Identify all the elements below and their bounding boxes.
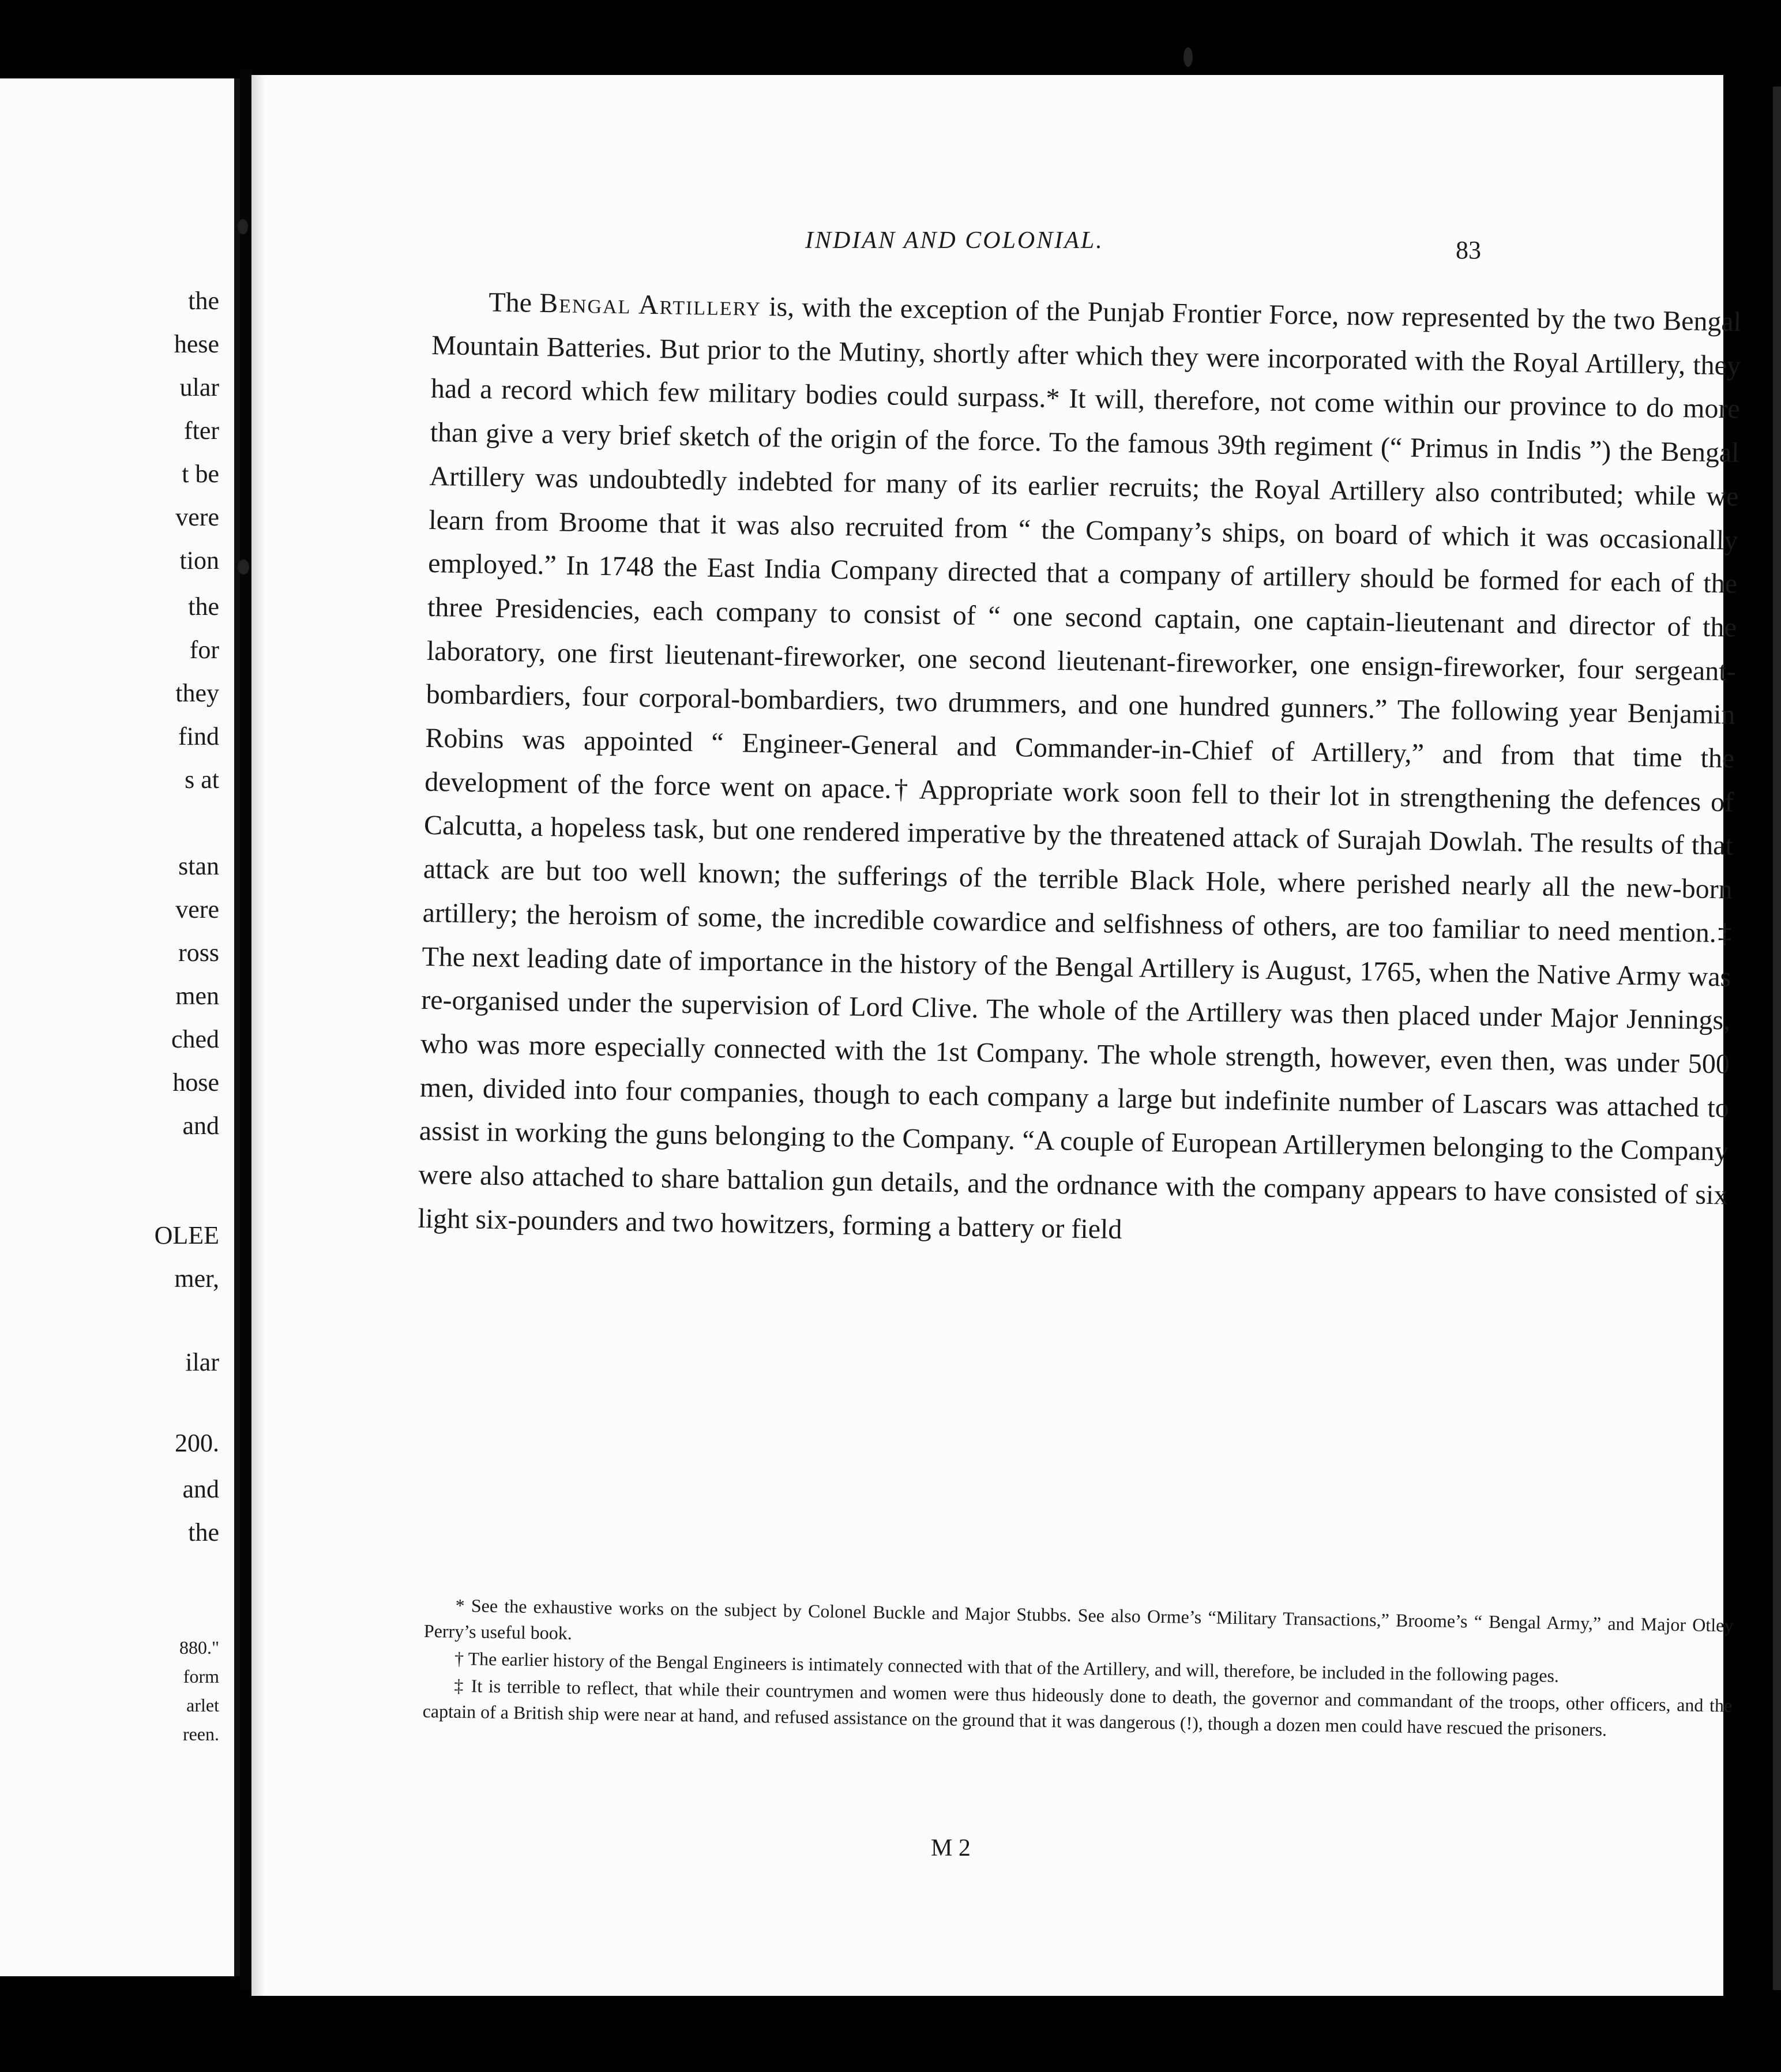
scan-speck xyxy=(238,560,249,575)
book-gutter xyxy=(240,69,253,1990)
bengal-artillery-term: Bengal Artillery xyxy=(539,287,762,322)
left-page-fragment: ched xyxy=(171,1025,219,1053)
left-page-edge xyxy=(234,78,240,1976)
left-page-fragment: ross xyxy=(178,939,219,967)
left-page-fragment: ular xyxy=(179,373,219,401)
left-page-fragment: hose xyxy=(172,1068,219,1097)
footnote-double-dagger: ‡ It is terrible to reflect, that while their countrymen and women were thus hideously done to death, the governor and commandant of the troops, other officers, and the captain of a British ship were near at hand, and refused assistance on the ground that it was dangerous (!), though a dozen men could have rescued the prisoners. xyxy=(422,1675,1733,1740)
left-page-fragment: find xyxy=(178,722,219,750)
left-page-fragment: and xyxy=(182,1475,219,1503)
left-page-fragment: the xyxy=(188,287,219,315)
scan-speck xyxy=(238,219,248,234)
body-opening: The xyxy=(488,287,540,318)
footnote-star: * See the exhaustive works on the subject by Colonel Buckle and Major Stubbs. See also Orme’s “Military Transactions,” Broome’s “ Bengal Army,” and Major Otley Perry’s useful book. xyxy=(423,1594,1734,1644)
scan-speck xyxy=(1183,47,1193,67)
left-page-fragment: 200. xyxy=(175,1429,219,1457)
footnotes xyxy=(422,1592,1733,1746)
left-page-fragment: 880." xyxy=(179,1637,219,1658)
running-head: INDIAN AND COLONIAL. xyxy=(805,227,1104,254)
footnote-dagger: † The earlier history of the Bengal Engineers is intimately connected with that of the Artillery, and will, therefore, be included in the following pages. xyxy=(454,1647,1560,1686)
left-page-fragment: tion xyxy=(179,546,219,575)
signature-mark: M 2 xyxy=(931,1835,971,1861)
left-page-fragment: for xyxy=(189,636,219,664)
left-page-fragment: men xyxy=(175,982,219,1010)
left-page-fragment: arlet xyxy=(186,1695,219,1716)
left-page-fragment: t be xyxy=(182,460,219,488)
left-page-fragment: they xyxy=(175,679,219,707)
left-page xyxy=(0,78,240,1976)
left-page-fragment: stan xyxy=(178,852,219,880)
left-page-fragment: the xyxy=(188,1518,219,1547)
body-text: is, with the exception of the Punjab Frontier Force, now represented by the two Bengal Mountain Batteries. But prior to the Mutiny, shortly after which they were incorporated with the Royal Artillery, they had a record which few military bodies could surpass.* It will, therefore, not come within our province to do more than give a very brief sketch of the origin of the force. To the famous 39th regiment (“ Primus in Indis ”) the Bengal Artillery was undoubtedly indebted for many of its earlier recruits; the Royal Artillery also contributed; while we learn from Broome that it was also recruited from “ the Company’s ships, on board of which it was occasionally employed.” In 1748 the East India Company directed that a company of artillery should be formed for each of the three Presidencies, each company to consist of “ one second captain, one captain-lieutenant and director of the laboratory, one first lieutenant-fireworker, one second lieutenant-fireworker, one ensign-fireworker, four sergeant-bombardiers, four corporal-bombardiers, two drummers, and one hundred gunners.” The following year Benjamin Robins was appointed “ Engineer-General and Commander-in-Chief of Artillery,” and from that time the development of the force went on apace.† Appropriate work soon fell to their lot in strengthening the defences of Calcutta, a hopeless task, but one rendered imperative by the threatened attack of Surajah Dowlah. The results of that attack are but too well known; the sufferings of the terrible Black Hole, where perished nearly all the new-born artillery; the heroism of some, the incredible cowardice and selfishness of others, are too familiar to need mention.‡ The next leading date of importance in the history of the Bengal Artillery is August, 1765, when the Native Army was re-organised under the supervision of Lord Clive. The whole of the Artillery was then placed under Major Jennings, who was more especially connected with the 1st Company. The whole strength, however, even then, was under 500 men, divided into four companies, though to each company a large but indefinite number of Lascars was attached to assist in working the guns belonging to the Company. “A couple of European Artillerymen belonging to the Company were also attached to share battalion gun details, and the ordnance with the company appears to have consisted of six light six-pounders and two howitzers, forming a battery or field xyxy=(418,291,1742,1245)
page-number: 83 xyxy=(1456,236,1481,264)
body-paragraph xyxy=(418,280,1742,1261)
left-page-fragment: vere xyxy=(175,503,219,531)
left-page-fragment: s at xyxy=(185,765,219,794)
right-page-edge xyxy=(1773,87,1781,1990)
left-page-fragment: the xyxy=(188,592,219,621)
page-curve-shade xyxy=(251,75,265,1996)
left-page-fragment: form xyxy=(183,1666,219,1687)
right-page xyxy=(251,75,1742,1996)
left-page-fragment: vere xyxy=(175,895,219,924)
left-page-fragment: OLEE xyxy=(154,1221,219,1249)
left-page-fragment: hese xyxy=(174,330,219,358)
left-page-fragment: fter xyxy=(183,416,219,445)
left-page-fragment: mer, xyxy=(174,1264,219,1293)
left-page-fragment: and xyxy=(182,1112,219,1140)
left-page-fragment: reen. xyxy=(182,1724,219,1744)
left-page-fragment: ilar xyxy=(185,1348,219,1376)
